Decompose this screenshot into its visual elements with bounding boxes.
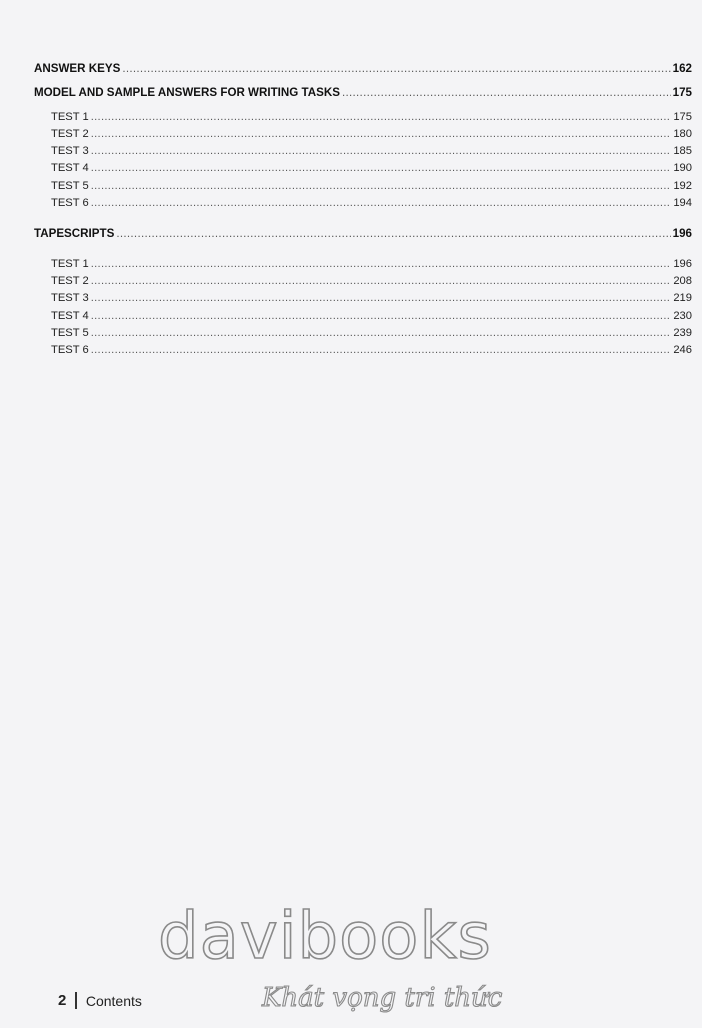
toc-subentry-page: 185 <box>673 145 692 158</box>
dot-leader <box>91 273 672 290</box>
toc-subentry-page: 190 <box>673 162 692 175</box>
toc-subentry-label: TEST 6 <box>51 197 89 210</box>
toc-subentry-page: 239 <box>673 326 692 339</box>
toc-entry-page: 162 <box>672 62 692 75</box>
toc-subentry[interactable] <box>34 273 692 290</box>
page-footer <box>58 992 142 1009</box>
footer-divider <box>75 992 77 1009</box>
table-of-contents <box>34 60 692 359</box>
watermark-tagline: Khát vọng tri thức <box>262 983 503 1013</box>
toc-subentry-page: 196 <box>673 257 692 270</box>
footer-section-title: Contents <box>85 992 142 1009</box>
toc-subentry-label: TEST 4 <box>51 309 89 322</box>
page-number: 2 <box>58 992 67 1009</box>
dot-leader <box>91 126 672 143</box>
toc-subentry[interactable] <box>34 126 692 143</box>
toc-subentry-label: TEST 1 <box>51 257 89 270</box>
toc-subentry-label: TEST 2 <box>51 274 89 287</box>
toc-entry-tapescripts[interactable] <box>34 225 692 242</box>
toc-subentry[interactable] <box>34 178 692 195</box>
toc-subentry[interactable] <box>34 143 692 160</box>
toc-subentry-label: TEST 5 <box>51 179 89 192</box>
dot-leader <box>91 195 672 212</box>
toc-subentry-label: TEST 5 <box>51 326 89 339</box>
dot-leader <box>122 60 670 77</box>
dot-leader <box>116 225 670 242</box>
toc-subentry[interactable] <box>34 195 692 212</box>
toc-subentry[interactable] <box>34 342 692 359</box>
toc-subentry[interactable] <box>34 256 692 273</box>
toc-subentry-page: 175 <box>673 110 692 123</box>
toc-entry-label: MODEL AND SAMPLE ANSWERS FOR WRITING TASKS <box>34 86 340 100</box>
toc-subentry-page: 208 <box>673 274 692 287</box>
toc-subentry-label: TEST 2 <box>51 127 89 140</box>
dot-leader <box>91 325 672 342</box>
dot-leader <box>91 109 672 126</box>
toc-entry-page: 175 <box>672 86 692 100</box>
toc-subentry-page: 219 <box>673 292 692 305</box>
dot-leader <box>91 160 672 177</box>
toc-subentry-page: 194 <box>673 197 692 210</box>
toc-subentry[interactable] <box>34 325 692 342</box>
dot-leader <box>91 308 672 325</box>
toc-subentry-label: TEST 1 <box>51 110 89 123</box>
dot-leader <box>91 290 672 307</box>
toc-subentry[interactable] <box>34 109 692 126</box>
toc-subentry[interactable] <box>34 160 692 177</box>
toc-entry-label: ANSWER KEYS <box>34 62 121 75</box>
toc-entry-answer-keys[interactable] <box>34 60 692 77</box>
toc-subentry-page: 180 <box>673 127 692 140</box>
toc-subentry[interactable] <box>34 290 692 307</box>
toc-entry-page: 196 <box>672 227 692 241</box>
dot-leader <box>91 178 672 195</box>
watermark-brand: davibooks <box>158 900 492 974</box>
dot-leader <box>342 84 671 101</box>
toc-subentry-label: TEST 6 <box>51 344 89 357</box>
toc-subentry-label: TEST 3 <box>51 145 89 158</box>
toc-subentry-label: TEST 3 <box>51 292 89 305</box>
dot-leader <box>91 342 672 359</box>
dot-leader <box>91 143 672 160</box>
toc-subentry[interactable] <box>34 308 692 325</box>
dot-leader <box>91 256 672 273</box>
toc-entry-label: TAPESCRIPTS <box>34 227 115 241</box>
toc-subentry-label: TEST 4 <box>51 162 89 175</box>
toc-subentry-page: 246 <box>673 344 692 357</box>
toc-subentry-page: 192 <box>673 179 692 192</box>
toc-entry-model-answers[interactable] <box>34 84 692 101</box>
toc-subentry-page: 230 <box>673 309 692 322</box>
